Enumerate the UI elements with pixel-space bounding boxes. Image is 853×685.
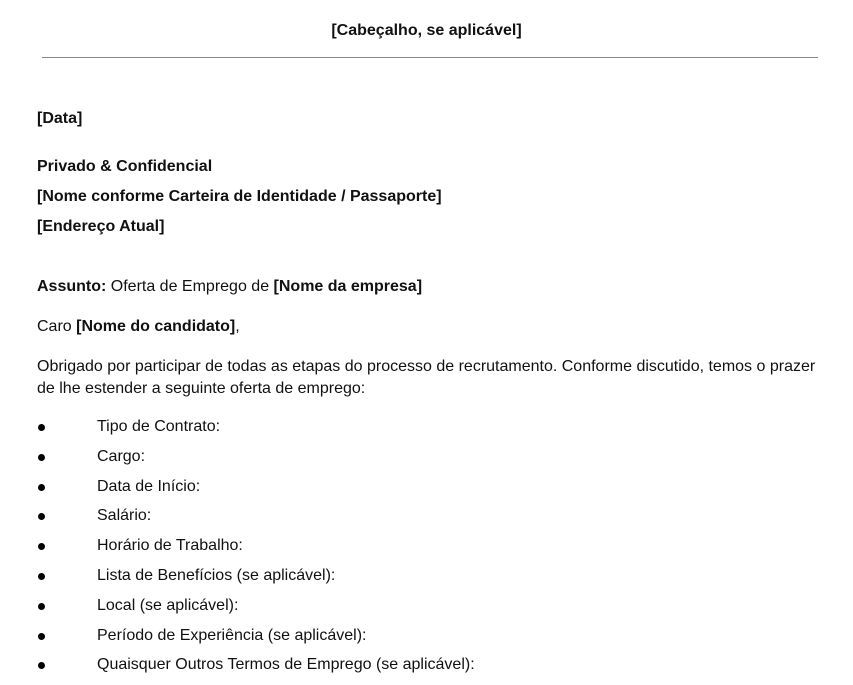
bullet-icon — [38, 633, 45, 640]
letter-date: [Data] — [37, 110, 83, 127]
bullet-icon — [38, 484, 45, 491]
term-label: Período de Experiência (se aplicável): — [97, 626, 367, 644]
term-label: Tipo de Contrato: — [97, 418, 221, 435]
term-label: Lista de Benefícios (se aplicável): — [97, 566, 336, 584]
salutation-name: [Nome do candidato] — [76, 318, 236, 335]
term-label: Data de Início: — [97, 477, 201, 495]
salutation-suffix: , — [235, 318, 240, 335]
subject-text: Oferta de Emprego de — [106, 278, 274, 295]
list-item — [37, 447, 817, 477]
recipient-name: [Nome conforme Carteira de Identidade / Passaporte] — [37, 188, 442, 205]
bullet-icon — [38, 603, 45, 610]
bullet-icon — [38, 573, 45, 580]
term-label: Cargo: — [97, 447, 146, 465]
list-item — [37, 596, 817, 626]
bullet-icon — [38, 424, 45, 431]
intro-paragraph: Obrigado por participar de todas as etapas do processo de recrutamento. Conforme discutido, temos o prazer de lhe estender a seguinte oferta de emprego: — [37, 358, 816, 397]
salutation-prefix: Caro — [37, 318, 77, 335]
term-label: Local (se aplicável): — [97, 596, 239, 614]
list-item — [37, 655, 817, 685]
subject-line — [37, 277, 422, 297]
header-title: [Cabeçalho, se aplicável] — [331, 22, 522, 39]
list-item — [37, 506, 817, 536]
list-item — [37, 566, 817, 596]
employment-terms-list — [37, 417, 817, 685]
subject-company: [Nome da empresa] — [273, 278, 423, 295]
term-label: Salário: — [97, 507, 152, 525]
term-label: Quaisquer Outros Termos de Emprego (se aplicável): — [97, 656, 475, 674]
list-item — [37, 477, 817, 507]
list-item — [37, 536, 817, 566]
header-divider — [42, 57, 818, 58]
bullet-icon — [38, 662, 45, 669]
list-item — [37, 626, 817, 656]
bullet-icon — [38, 454, 45, 461]
term-label: Horário de Trabalho: — [97, 537, 243, 555]
salutation — [37, 317, 240, 337]
confidential-label: Privado & Confidencial — [37, 158, 213, 175]
bullet-icon — [38, 543, 45, 550]
subject-label: Assunto: — [37, 278, 107, 295]
list-item — [37, 417, 817, 447]
bullet-icon — [38, 513, 45, 520]
recipient-address: [Endereço Atual] — [37, 218, 165, 235]
